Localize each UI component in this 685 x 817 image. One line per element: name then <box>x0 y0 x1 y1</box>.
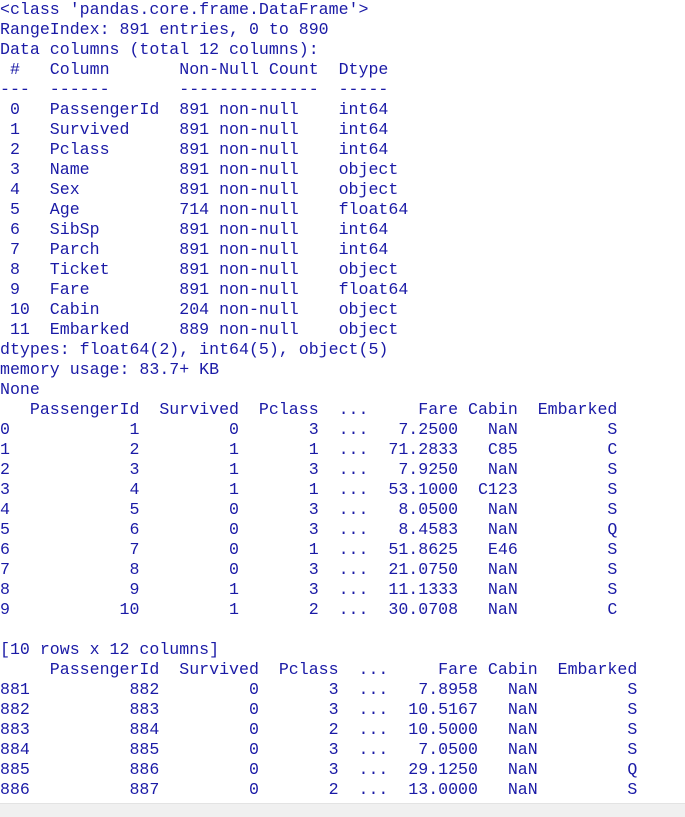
info-column-row: 2 Pclass 891 non-null int64 <box>0 140 409 159</box>
tail-table-row: 883 884 0 2 ... 10.5000 NaN S <box>0 720 638 739</box>
head-table-row: 9 10 1 2 ... 30.0708 NaN C <box>0 600 618 619</box>
head-table-row: 7 8 0 3 ... 21.0750 NaN S <box>0 560 618 579</box>
info-dtypes-line: dtypes: float64(2), int64(5), object(5) <box>0 340 389 359</box>
info-header-line: # Column Non-Null Count Dtype <box>0 60 409 79</box>
head-table-row: 6 7 0 1 ... 51.8625 E46 S <box>0 540 618 559</box>
info-column-row: 6 SibSp 891 non-null int64 <box>0 220 409 239</box>
tail-table-header: PassengerId Survived Pclass ... Fare Cabin Embarked <box>0 660 638 679</box>
shape-line: [10 rows x 12 columns] <box>0 640 220 659</box>
info-column-row: 1 Survived 891 non-null int64 <box>0 120 409 139</box>
info-columns-total-line: Data columns (total 12 columns): <box>0 40 319 59</box>
info-column-row: 5 Age 714 non-null float64 <box>0 200 409 219</box>
tail-table-row: 886 887 0 2 ... 13.0000 NaN S <box>0 780 638 799</box>
tail-table-row: 885 886 0 3 ... 29.1250 NaN Q <box>0 760 638 779</box>
info-column-row: 8 Ticket 891 non-null object <box>0 260 409 279</box>
tail-table-row: 882 883 0 3 ... 10.5167 NaN S <box>0 700 638 719</box>
head-table-row: 5 6 0 3 ... 8.4583 NaN Q <box>0 520 618 539</box>
head-table-row: 8 9 1 3 ... 11.1333 NaN S <box>0 580 618 599</box>
info-column-row: 4 Sex 891 non-null object <box>0 180 409 199</box>
tail-table-row: 884 885 0 3 ... 7.0500 NaN S <box>0 740 638 759</box>
head-table-row: 2 3 1 3 ... 7.9250 NaN S <box>0 460 618 479</box>
info-column-row: 10 Cabin 204 non-null object <box>0 300 409 319</box>
head-table-row: 3 4 1 1 ... 53.1000 C123 S <box>0 480 618 499</box>
info-none-line: None <box>0 380 40 399</box>
info-memory-line: memory usage: 83.7+ KB <box>0 360 220 379</box>
info-column-row: 9 Fare 891 non-null float64 <box>0 280 409 299</box>
tail-table-row: 881 882 0 3 ... 7.8958 NaN S <box>0 680 638 699</box>
info-column-row: 3 Name 891 non-null object <box>0 160 409 179</box>
info-rangeindex-line: RangeIndex: 891 entries, 0 to 890 <box>0 20 329 39</box>
info-column-row: 0 PassengerId 891 non-null int64 <box>0 100 409 119</box>
info-separator-line: --- ------ -------------- ----- <box>0 80 409 99</box>
info-column-row: 11 Embarked 889 non-null object <box>0 320 409 339</box>
head-table-header: PassengerId Survived Pclass ... Fare Cabin Embarked <box>0 400 618 419</box>
info-column-row: 7 Parch 891 non-null int64 <box>0 240 409 259</box>
head-table-row: 4 5 0 3 ... 8.0500 NaN S <box>0 500 618 519</box>
head-table-row: 0 1 0 3 ... 7.2500 NaN S <box>0 420 618 439</box>
info-class-line: <class 'pandas.core.frame.DataFrame'> <box>0 0 369 19</box>
horizontal-scrollbar[interactable] <box>0 803 685 817</box>
head-table-row: 1 2 1 1 ... 71.2833 C85 C <box>0 440 618 459</box>
